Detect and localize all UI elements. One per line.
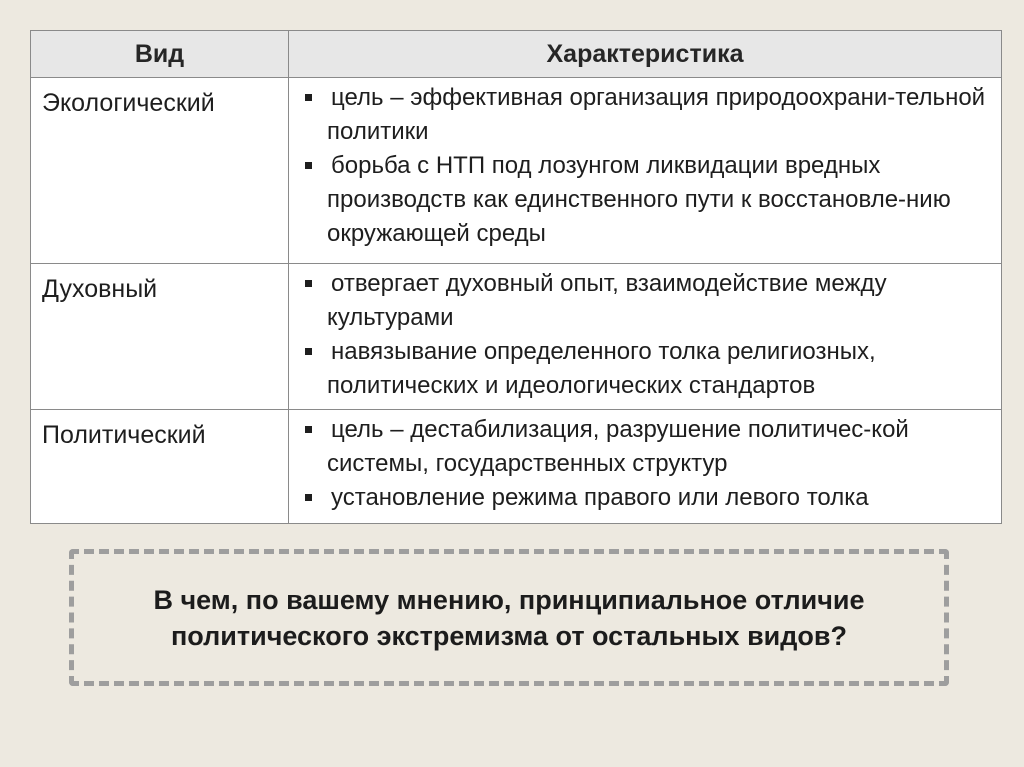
bullet-text: навязывание определенного толка религиозных, политических и идеологических стандартов xyxy=(327,338,876,399)
bullet-item xyxy=(303,335,993,403)
question-box xyxy=(69,549,949,686)
table-row-ecological xyxy=(31,78,1002,264)
row-characteristics xyxy=(289,78,1002,264)
bullet-item xyxy=(303,413,993,481)
table-header-row xyxy=(31,31,1002,78)
bullet-item xyxy=(303,149,993,251)
row-kind-label: Духовный xyxy=(31,264,289,410)
table-row-political xyxy=(31,410,1002,524)
column-header-kind: Вид xyxy=(31,31,289,78)
bullet-text: борьба с НТП под лозунгом ликвидации вредных производств как единственного пути к восстановле-нию окружающей среды xyxy=(327,152,951,247)
extremism-types-table xyxy=(30,30,1002,524)
bullet-item xyxy=(303,81,993,149)
column-header-characteristic: Характеристика xyxy=(289,31,1002,78)
bullet-text: отвергает духовный опыт, взаимодействие между культурами xyxy=(327,270,887,331)
question-text: В чем, по вашему мнению, принципиальное отличие политического экстремизма от остальных видов? xyxy=(153,584,865,651)
table-row-spiritual xyxy=(31,264,1002,410)
row-kind-label: Экологический xyxy=(31,78,289,264)
bullet-text: цель – эффективная организация природоохрани-тельной политики xyxy=(327,84,986,145)
bullet-text: установление режима правого или левого толка xyxy=(331,484,869,511)
bullet-text: цель – дестабилизация, разрушение политичес-кой системы, государственных структур xyxy=(327,416,909,477)
bullet-item xyxy=(303,267,993,335)
row-characteristics xyxy=(289,410,1002,524)
row-characteristics xyxy=(289,264,1002,410)
row-kind-label: Политический xyxy=(31,410,289,524)
bullet-item xyxy=(303,481,993,515)
